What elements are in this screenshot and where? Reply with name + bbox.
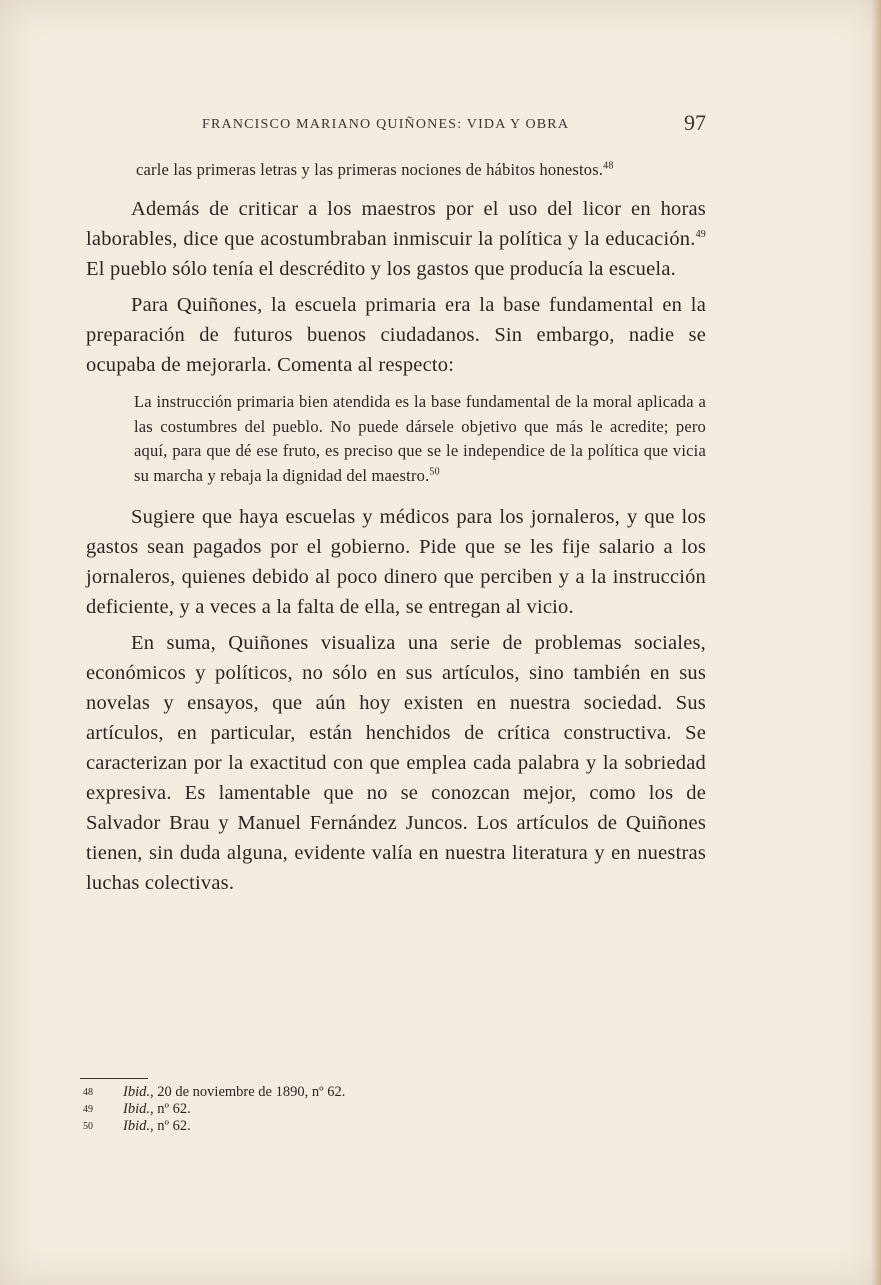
footnote-ibid: Ibid., [123,1101,154,1117]
footnote-number: 48 [83,1087,93,1098]
paragraph-text: El pueblo sólo tenía el descrédito y los gastos que producía la escuela. [86,258,676,280]
paragraph-continuation [86,158,706,181]
paragraph: Para Quiñones, la escuela primaria era la base fundamental en la preparación de futuros buenos ciudadanos. Sin embargo, nadie se ocupaba de mejorarla. Comenta al respecto: [86,294,706,376]
footnote-rule [80,1078,148,1079]
paragraph [86,194,706,284]
paragraph: En suma, Quiñones visualiza una serie de problemas sociales, económicos y políticos, no sólo en sus artículos, sino también en sus novelas y ensayos, que aún hoy existen en nuestra sociedad. Sus artículos, en particular, están henchidos de crítica constructiva. Se caracterizan por la exactitud con que emplea cada palabra y la sobriedad expresiva. Es lamentable que no se conozcan mejor, como los de Salvador Brau y Manuel Fernández Juncos. Los artículos de Quiñones tienen, sin duda alguna, evidente valía en nuestra literatura y en nuestras luchas colectivas. [86,632,706,894]
footnote-ref: 49 [695,229,706,241]
footnote [80,1084,580,1101]
quote-text: La instrucción primaria bien atendida es la base fundamental de la moral aplicada a las costumbres del pueblo. No puede dársele objetivo que más le acredite; pero aquí, para que dé ese fruto, es preciso que se le independice de la política que vicia su marcha y rebaja la dignidad del maestro. [134,392,706,485]
footnote [80,1101,580,1118]
running-title: FRANCISCO MARIANO QUIÑONES: VIDA Y OBRA [202,117,570,132]
page-number: 97 [684,110,706,135]
paragraph-text: carle las primeras letras y las primeras nociones de hábitos honestos. [136,160,604,179]
footnote-ibid: Ibid., [123,1118,154,1134]
block-quote [134,390,706,488]
paragraph: Sugiere que haya escuelas y médicos para los jornaleros, y que los gastos sean pagados por el gobierno. Pide que se les fije salario a los jornaleros, quienes debido al poco dinero que perciben y a la instrucción deficiente, y a veces a la falta de ella, se entregan al vicio. [86,506,706,618]
footnote-text: nº 62. [153,1118,191,1134]
footnote-text: nº 62. [153,1101,191,1117]
footnote-number: 50 [83,1121,93,1132]
footnote-number: 49 [83,1104,93,1115]
page-edge [871,0,881,1285]
footnote-ibid: Ibid., [123,1084,154,1100]
footnote-ref: 48 [603,160,614,172]
footnote-ref: 50 [429,466,440,477]
body-text [86,158,706,898]
footnotes [80,1078,580,1135]
paragraph-text: Además de criticar a los maestros por el uso del licor en horas laborables, dice que acostumbraban inmiscuir la política y la educación. [86,198,706,250]
footnote [80,1118,580,1135]
page-header [0,110,881,140]
footnote-text: 20 de noviembre de 1890, nº 62. [153,1084,346,1100]
